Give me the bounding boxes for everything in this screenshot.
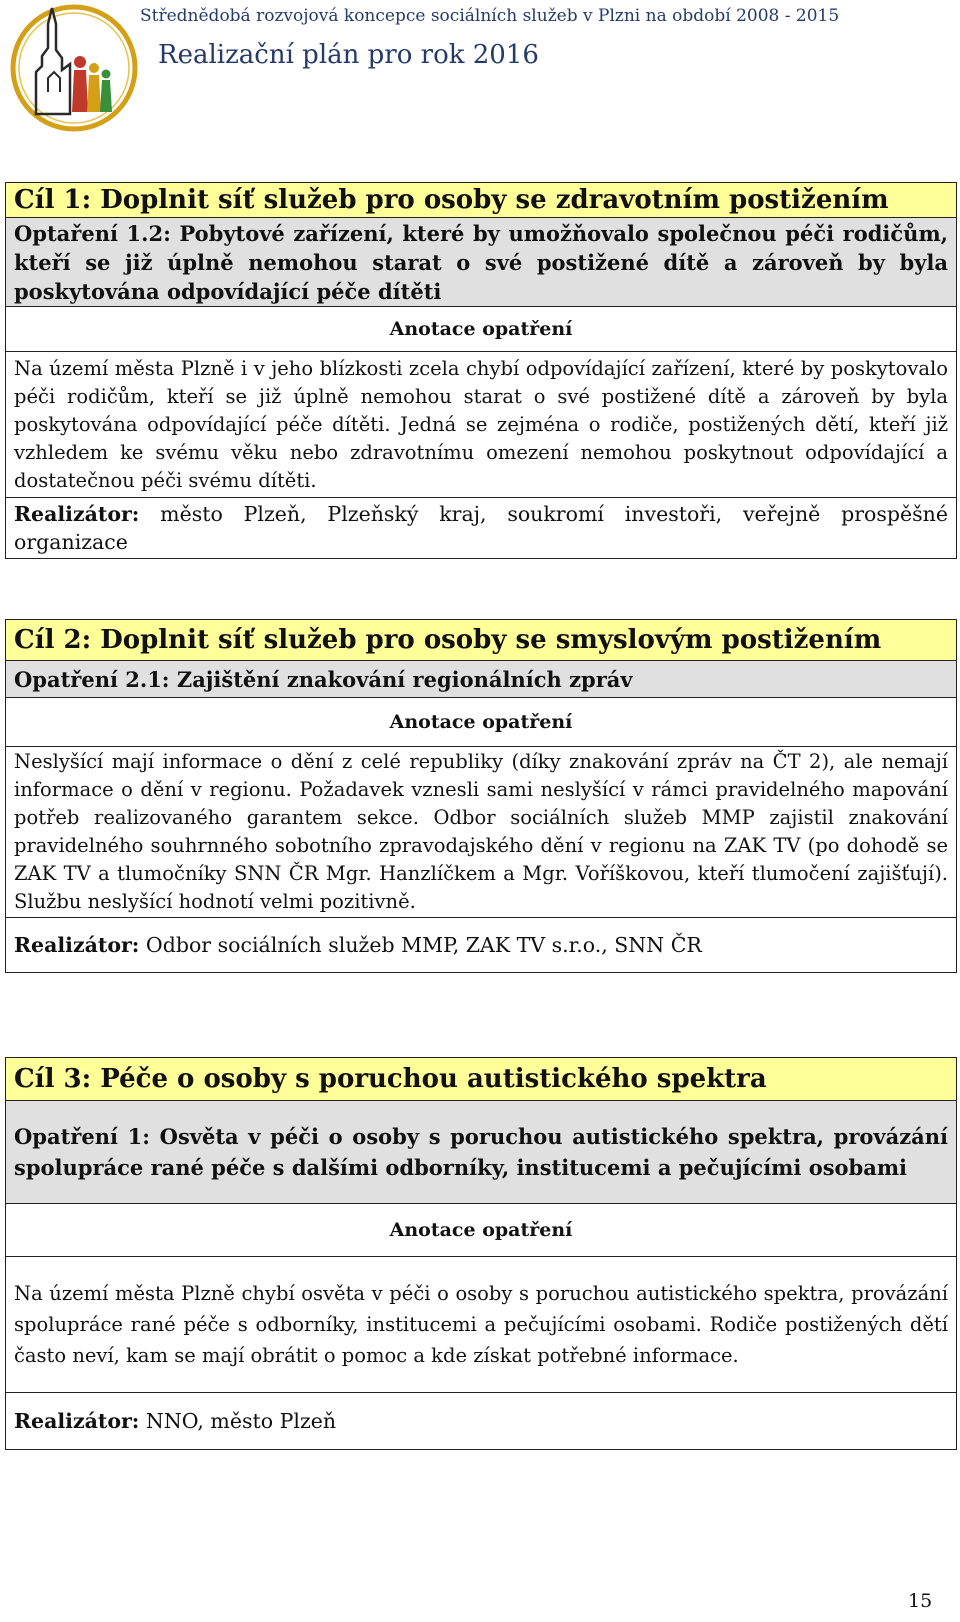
annotation-text: Neslyšící mají informace o dění z celé republiky (díky znakování zpráv na ČT 2), ale nemají informace o dění v regionu. Požadavek vznesli sami neslyšící v rámci pravidelného mapování potřeb realizovaného garantem sekce. Odbor sociálních služeb MMP zajistil znakování pravidelného souhrnného sobotního zpravodajského dění v regionu na ZAK TV (po dohodě se ZAK TV a tlumočníky SNN ČR Mgr. Hanzlíčkem a Mgr. Voříškovou, kteří tlumočení zajišťují). Službu neslyšící hodnotí velmi pozitivně. [6,747,956,918]
realizator-row [6,918,956,973]
measure-1-2: Optaření 1.2: Pobytové zařízení, které by umožňovalo společnou péči rodičům, kteří se již úplně nemohou starat o své postižené dítě a zároveň by byla poskytována odpovídající péče dítěti [6,218,956,307]
annotation-heading: Anotace opatření [6,307,956,352]
plan-title: Realizační plán pro rok 2016 [158,40,539,70]
goal-2-title: Cíl 2: Doplnit síť služeb pro osoby se smyslovým postižením [6,620,956,661]
realizator-row [6,498,956,559]
realizator-value: Odbor sociálních služeb MMP, ZAK TV s.r.o., SNN ČR [145,933,702,957]
annotation-heading: Anotace opatření [6,1204,956,1257]
goal-1-title: Cíl 1: Doplnit síť služeb pro osoby se zdravotním postižením [6,183,956,218]
measure-3-1: Opatření 1: Osvěta v péči o osoby s poruchou autistického spektra, provázání spolupráce rané péče s dalšími odborníky, institucemi a pečujícími osobami [6,1101,956,1204]
goal-2-section [5,619,957,973]
realizator-label: Realizátor: [14,502,140,526]
annotation-text: Na území města Plzně chybí osvěta v péči o osoby s poruchou autistického spektra, provázání spolupráce rané péče s odborníky, institucemi a pečujícími osobami. Rodiče postižených dětí často neví, kam se mají obrátit o pomoc a kde získat potřebné informace. [6,1257,956,1393]
realizator-label: Realizátor: [14,1409,140,1433]
document-title: Střednědobá rozvojová koncepce sociálních služeb v Plzni na období 2008 - 2015 [140,6,840,26]
realizator-row [6,1393,956,1450]
plzen-logo-icon [8,2,140,134]
goal-3-title: Cíl 3: Péče o osoby s poruchou autistického spektra [6,1058,956,1101]
measure-2-1: Opatření 2.1: Zajištění znakování regionálních zpráv [6,661,956,698]
page-number: 15 [908,1590,933,1612]
page-header [0,0,960,140]
annotation-text: Na území města Plzně i v jeho blízkosti zcela chybí odpovídající zařízení, které by poskytovalo péči rodičům, kteří se již úplně nemohou starat o své postižené dítě a zároveň by byla poskytována odpovídající péče dítěti. Jedná se zejména o rodiče, postižených dětí, kteří již vzhledem ke svému věku nebo zdravotnímu omezení nemohou poskytnout odpovídající a dostatečnou péči svému dítěti. [6,352,956,498]
realizator-label: Realizátor: [14,933,140,957]
goal-3-section [5,1057,957,1450]
annotation-heading: Anotace opatření [6,698,956,747]
realizator-value: město Plzeň, Plzeňský kraj, soukromí investoři, veřejně prospěšné organizace [14,502,948,554]
goal-1-section [5,182,957,559]
realizator-value: NNO, město Plzeň [145,1409,337,1433]
